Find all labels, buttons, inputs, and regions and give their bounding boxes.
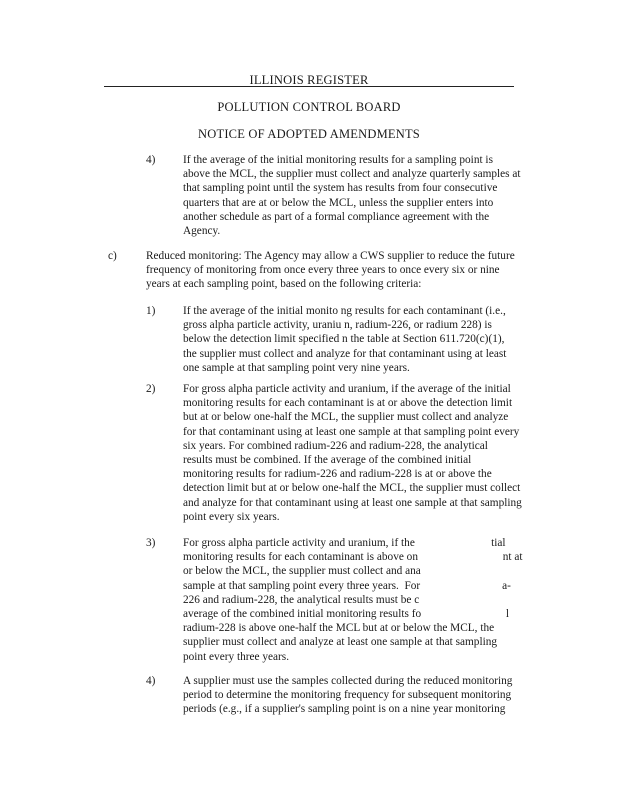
text-line: radium-228 is above one-half the MCL but at or below the MCL, the: [183, 622, 495, 635]
header-rule: [104, 86, 514, 87]
item-label: 4): [146, 154, 156, 166]
text-line: the supplier must collect and analyze for that contaminant using at least: [183, 347, 507, 360]
item-label: 1): [146, 305, 156, 317]
item-label: 3): [146, 537, 156, 549]
text-line: quarters that are at or below the MCL, unless the supplier enters into: [183, 196, 494, 209]
item-label: 4): [146, 675, 156, 687]
text-line: periods (e.g., if a supplier's sampling point is on a nine year monitoring: [183, 703, 506, 716]
text-line: sample at that sampling point every three years. For a-: [183, 579, 511, 592]
text-line: six years. For combined radium-226 and radium-228, the analytical: [183, 439, 488, 452]
text-line: years at each sampling point, based on the following criteria:: [146, 278, 422, 291]
item-label: c): [108, 250, 117, 262]
text-line: Agency.: [183, 225, 221, 238]
text-line: monitoring results for radium-226 and radium-228 is at or above the: [183, 468, 492, 481]
text-line: period to determine the monitoring frequency for subsequent monitoring: [183, 689, 512, 702]
text-line: monitoring results for each contaminant is at or above the detection limit: [183, 397, 513, 410]
text-line: If the average of the initial monitoring results for a sampling point is: [183, 154, 493, 166]
text-line: monitoring results for each contaminant is above on nt at: [183, 551, 523, 564]
text-line: If the average of the initial monito ng results for each contaminant (i.e.,: [183, 305, 506, 317]
text-line: For gross alpha particle activity and uranium, if the tial: [183, 537, 506, 549]
register-title: ILLINOIS REGISTER: [249, 73, 369, 87]
paragraph-three-years: [183, 536, 522, 664]
item-label: 2): [146, 383, 156, 395]
text-line: supplier must collect and analyze at least one sample at that sampling: [183, 636, 498, 649]
text-line: average of the combined initial monitoring results fo l: [183, 608, 509, 621]
text-line: another schedule as part of a formal compliance agreement with the: [183, 210, 490, 223]
text-line: detection limit but at or below one-half the MCL, the supplier must collect: [183, 482, 521, 495]
text-line: that sampling point until the system has results from four consecutive: [183, 182, 498, 195]
text-line: for that contaminant using at least one sample at that sampling point every: [183, 425, 520, 438]
text-line: or below the MCL, the supplier must collect and ana: [183, 565, 421, 578]
text-line: and analyze for that contaminant using at least one sample at that sampling: [183, 496, 522, 509]
text-line: Reduced monitoring: The Agency may allow a CWS supplier to reduce the future: [146, 250, 515, 262]
text-line: one sample at that sampling point very nine years.: [183, 361, 410, 374]
text-line: results must be combined. If the average of the combined initial: [183, 454, 472, 467]
board-title: POLLUTION CONTROL BOARD: [217, 100, 401, 114]
paragraph-six-years: [183, 382, 522, 524]
text-line: gross alpha particle activity, uraniu n, radium-226, or radium 228) is: [183, 319, 492, 332]
text-line: frequency of monitoring from once every three years to once every six or nine: [146, 264, 500, 277]
text-line: A supplier must use the samples collected during the reduced monitoring: [183, 675, 513, 687]
text-line: above the MCL, the supplier must collect and analyze quarterly samples at: [183, 168, 521, 181]
text-line: but at or below one-half the MCL, the supplier must collect and analyze: [183, 411, 509, 424]
paragraph-nine-years: [183, 304, 506, 375]
paragraph-reduced-monitoring: [146, 249, 515, 292]
paragraph-subsequent-monitoring: [183, 674, 512, 717]
paragraph-quarterly-monitoring: [183, 153, 521, 238]
notice-title: NOTICE OF ADOPTED AMENDMENTS: [198, 127, 420, 141]
text-line: 226 and radium-228, the analytical results must be c: [183, 593, 420, 606]
text-line: point every six years.: [183, 510, 280, 523]
text-line: below the detection limit specified n the table at Section 611.720(c)(1),: [183, 333, 505, 346]
text-line: point every three years.: [183, 650, 290, 663]
text-line: For gross alpha particle activity and uranium, if the average of the initial: [183, 383, 511, 395]
